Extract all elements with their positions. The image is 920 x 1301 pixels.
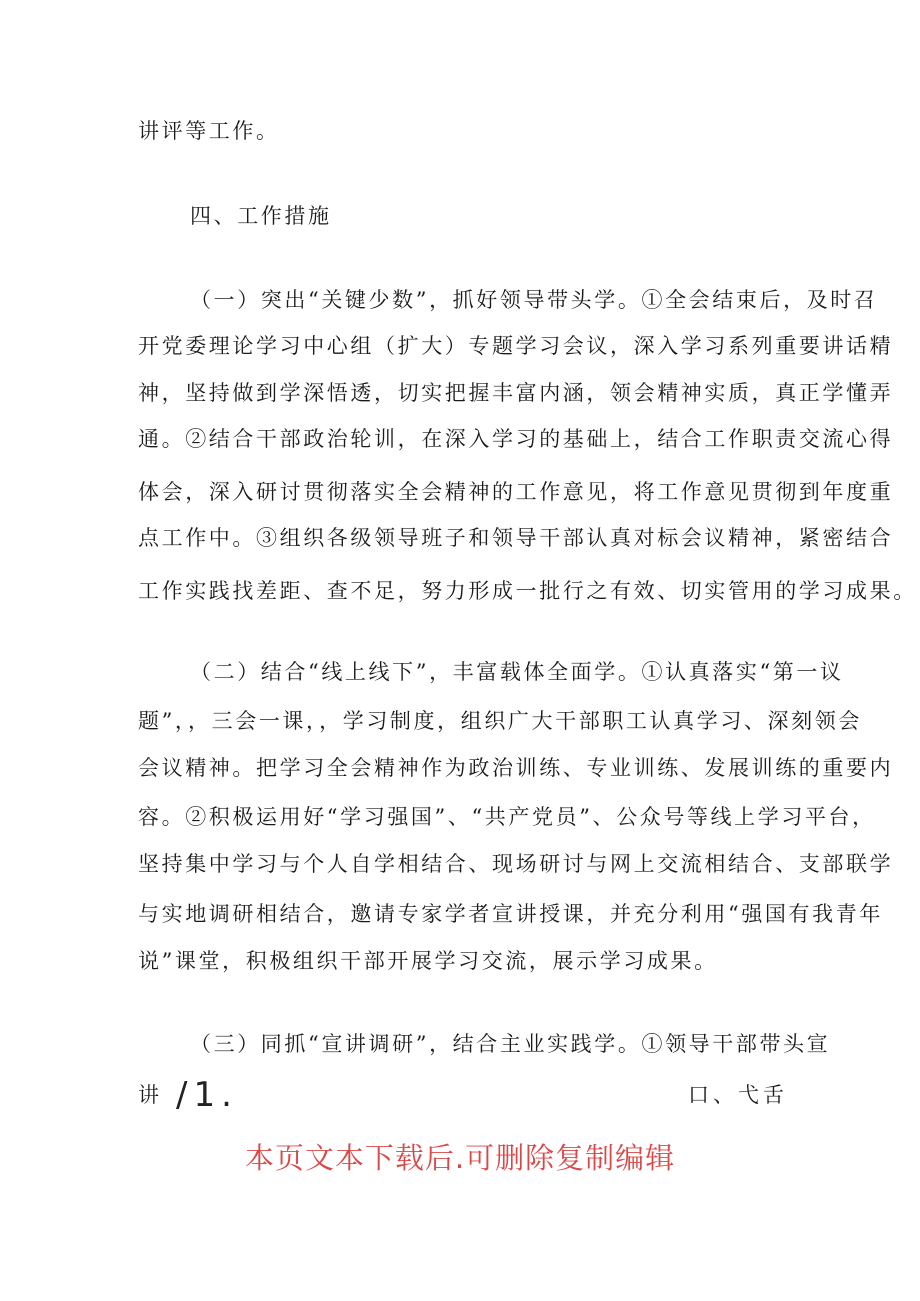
text-line: 会议精神。把学习全会精神作为政治训练、专业训练、发展训练的重要内 bbox=[138, 756, 894, 780]
text-line: 体会，深入研讨贯彻落实全会精神的工作意见，将工作意见贯彻到年度重 bbox=[138, 480, 894, 504]
broken-line-start: 讲 bbox=[138, 1083, 162, 1107]
text-line: 与实地调研相结合，邀请专家学者宣讲授课，并充分利用“强国有我青年 bbox=[138, 902, 883, 926]
section-heading: 四、工作措施 bbox=[190, 204, 332, 228]
text-line: 工作实践找差距、查不足，努力形成一批行之有效、切实管用的学习成果。 bbox=[138, 579, 917, 603]
broken-line-glyphs: /1. bbox=[176, 1075, 238, 1115]
text-line: 讲评等工作。 bbox=[138, 119, 280, 143]
text-line: （三）同抓“宣讲调研”，结合主业实践学。①领导干部带头宣 bbox=[190, 1032, 831, 1056]
download-notice: 本页文本下载后.可删除复制编辑 bbox=[244, 1141, 676, 1175]
text-line: 题”，，三会一课，，学习制度，组织广大干部职工认真学习、深刻领会 bbox=[138, 709, 862, 733]
text-line: 说”课堂，积极组织干部开展学习交流，展示学习成果。 bbox=[138, 949, 718, 973]
text-line: 坚持集中学习与个人自学相结合、现场研讨与网上交流相结合、支部联学 bbox=[138, 852, 894, 876]
text-line: 开党委理论学习中心组（扩大）专题学习会议，深入学习系列重要讲话精 bbox=[138, 334, 894, 358]
broken-line-tail: 口、弋舌 bbox=[688, 1083, 788, 1107]
text-line: 神，坚持做到学深悟透，切实把握丰富内涵，领会精神实质，真正学懂弄 bbox=[138, 381, 894, 405]
text-line: （二）结合“线上线下”，丰富载体全面学。①认真落实“第一议 bbox=[190, 660, 844, 684]
text-line: 通。②结合干部政治轮训，在深入学习的基础上，结合工作职责交流心得 bbox=[138, 427, 894, 451]
text-line: 点工作中。③组织各级领导班子和领导干部认真对标会议精神，紧密结合 bbox=[138, 526, 894, 550]
text-line: 容。②积极运用好“学习强国”、“共产党员”、公众号等线上学习平台， bbox=[138, 805, 876, 829]
text-line: （一）突出“关键少数”，抓好领导带头学。①全会结束后，及时召 bbox=[190, 288, 878, 312]
